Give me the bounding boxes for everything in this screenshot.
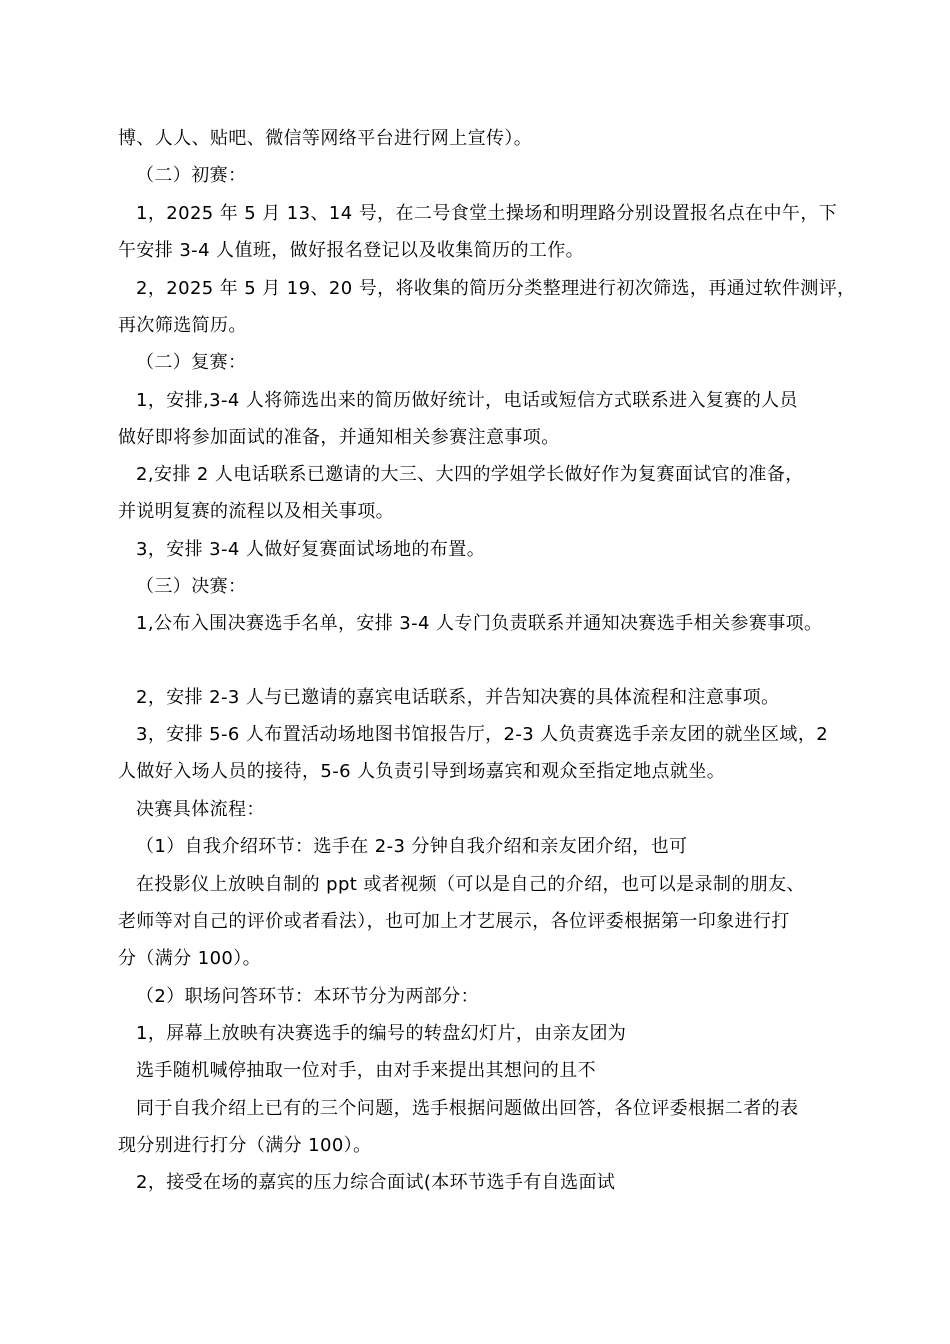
text-line: 2，接受在场的嘉宾的压力综合面试(本环节选手有自选面试 (136, 1172, 616, 1193)
text-line: 博、人人、贴吧、微信等网络平台进行网上宣传）。 (118, 128, 533, 149)
text-line: （2）职场问答环节：本环节分为两部分： (136, 986, 480, 1007)
text-line: 同于自我介绍上已有的三个问题，选手根据问题做出回答，各位评委根据二者的表 (136, 1098, 799, 1119)
text-line: 2,安排 2 人电话联系已邀请的大三、大四的学姐学长做好作为复赛面试官的准备， (136, 464, 804, 485)
text-line: 做好即将参加面试的准备，并通知相关参赛注意事项。 (118, 427, 560, 448)
text-line: 再次筛选简历。 (118, 315, 247, 336)
section-heading-semifinal: （二）复赛： (136, 352, 247, 373)
text-line: 1，安排,3-4 人将筛选出来的简历做好统计，电话或短信方式联系进入复赛的人员 (136, 390, 798, 411)
text-line: 人做好入场人员的接待，5-6 人负责引导到场嘉宾和观众至指定地点就坐。 (118, 761, 726, 782)
section-heading-final: （三）决赛： (136, 576, 247, 597)
text-line: 并说明复赛的流程以及相关事项。 (118, 501, 394, 522)
section-heading-preliminary: （二）初赛： (136, 165, 247, 186)
text-line: 2，安排 2-3 人与已邀请的嘉宾电话联系，并告知决赛的具体流程和注意事项。 (136, 687, 780, 708)
section-heading-final-process: 决赛具体流程： (136, 799, 265, 820)
text-line: 选手随机喊停抽取一位对手，由对手来提出其想问的且不 (136, 1060, 596, 1081)
text-line: 分（满分 100）。 (118, 948, 262, 969)
text-line: 午安排 3-4 人值班，做好报名登记以及收集简历的工作。 (118, 240, 585, 261)
text-line: 1，屏幕上放映有决赛选手的编号的转盘幻灯片，由亲友团为 (136, 1023, 627, 1044)
text-line: 2，2025 年 5 月 19、20 号，将收集的简历分类整理进行初次筛选，再通过软件测评， (136, 278, 856, 299)
text-line: 老师等对自己的评价或者看法），也可加上才艺展示，各位评委根据第一印象进行打 (118, 911, 790, 932)
text-line: 3，安排 5-6 人布置活动场地图书馆报告厅，2-3 人负责赛选手亲友团的就坐区域，2 (136, 724, 829, 745)
text-line: （1）自我介绍环节：选手在 2-3 分钟自我介绍和亲友团介绍，也可 (136, 836, 688, 857)
text-line: 1，2025 年 5 月 13、14 号，在二号食堂土操场和明理路分别设置报名点在中午，下 (136, 203, 838, 224)
text-line: 1,公布入围决赛选手名单，安排 3-4 人专门负责联系并通知决赛选手相关参赛事项。 (136, 613, 823, 634)
text-line: 3，安排 3-4 人做好复赛面试场地的布置。 (136, 539, 486, 560)
text-line: 在投影仪上放映自制的 ppt 或者视频（可以是自己的介绍，也可以是录制的朋友、 (136, 874, 805, 895)
text-line: 现分别进行打分（满分 100）。 (118, 1135, 372, 1156)
